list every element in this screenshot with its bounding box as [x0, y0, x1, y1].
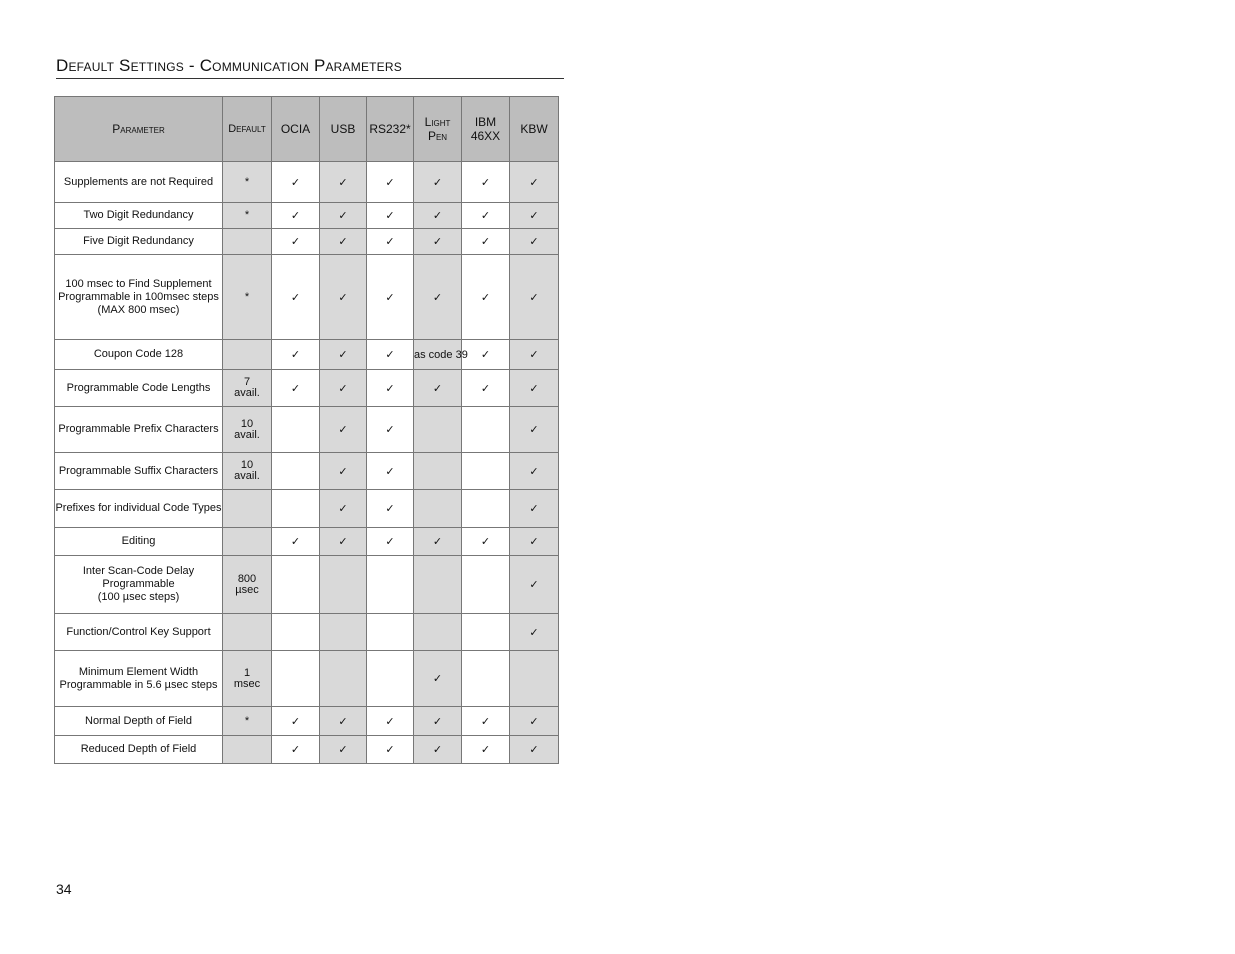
table-row: [55, 370, 559, 407]
table-header-row: [55, 97, 559, 162]
ocia-cell: ✓: [272, 370, 320, 407]
ibm-cell: [462, 407, 510, 453]
kbw-cell: ✓: [510, 255, 559, 340]
kbw-cell: ✓: [510, 556, 559, 614]
col-header-ocia: OCIA: [272, 97, 320, 162]
default-cell: [223, 528, 272, 556]
usb-cell: ✓: [320, 707, 367, 736]
table-row: [55, 736, 559, 764]
light-pen-cell: as code 39: [414, 340, 462, 370]
table-row: [55, 203, 559, 229]
parameter-cell: Prefixes for individual Code Types: [55, 490, 223, 528]
parameter-cell: 100 msec to Find Supplement Programmable in 100msec steps (MAX 800 msec): [55, 255, 223, 340]
kbw-cell: ✓: [510, 736, 559, 764]
usb-cell: ✓: [320, 340, 367, 370]
ocia-cell: [272, 453, 320, 490]
ocia-cell: ✓: [272, 162, 320, 203]
parameter-cell: Programmable Code Lengths: [55, 370, 223, 407]
default-cell: [223, 736, 272, 764]
usb-cell: [320, 556, 367, 614]
page-number: 34: [56, 881, 72, 897]
parameters-table: [54, 96, 559, 764]
rs232-cell: ✓: [367, 255, 414, 340]
light-pen-cell: [414, 453, 462, 490]
ibm-cell: ✓: [462, 340, 510, 370]
usb-cell: ✓: [320, 490, 367, 528]
col-header-kbw: KBW: [510, 97, 559, 162]
usb-cell: ✓: [320, 528, 367, 556]
default-cell: 1 msec: [223, 651, 272, 707]
ibm-cell: [462, 556, 510, 614]
ibm-cell: [462, 614, 510, 651]
rs232-cell: ✓: [367, 528, 414, 556]
usb-cell: ✓: [320, 255, 367, 340]
light-pen-cell: ✓: [414, 229, 462, 255]
parameter-cell: Programmable Suffix Characters: [55, 453, 223, 490]
kbw-cell: ✓: [510, 370, 559, 407]
usb-cell: ✓: [320, 407, 367, 453]
kbw-cell: ✓: [510, 340, 559, 370]
ocia-cell: [272, 556, 320, 614]
ibm-cell: ✓: [462, 203, 510, 229]
kbw-cell: ✓: [510, 707, 559, 736]
table-row: [55, 490, 559, 528]
rs232-cell: [367, 556, 414, 614]
parameter-cell: Reduced Depth of Field: [55, 736, 223, 764]
ocia-cell: ✓: [272, 340, 320, 370]
rs232-cell: ✓: [367, 407, 414, 453]
col-header-ibm-46xx: IBM 46XX: [462, 97, 510, 162]
light-pen-cell: ✓: [414, 736, 462, 764]
table-row: [55, 651, 559, 707]
usb-cell: ✓: [320, 453, 367, 490]
parameter-cell: Function/Control Key Support: [55, 614, 223, 651]
kbw-cell: ✓: [510, 229, 559, 255]
ibm-cell: ✓: [462, 370, 510, 407]
rs232-cell: ✓: [367, 490, 414, 528]
table-row: [55, 162, 559, 203]
kbw-cell: ✓: [510, 528, 559, 556]
rs232-cell: ✓: [367, 340, 414, 370]
table-row: [55, 453, 559, 490]
ocia-cell: ✓: [272, 736, 320, 764]
usb-cell: [320, 651, 367, 707]
light-pen-cell: [414, 407, 462, 453]
light-pen-cell: ✓: [414, 528, 462, 556]
rs232-cell: ✓: [367, 162, 414, 203]
rs232-cell: ✓: [367, 736, 414, 764]
default-cell: 800 µsec: [223, 556, 272, 614]
kbw-cell: ✓: [510, 490, 559, 528]
usb-cell: ✓: [320, 162, 367, 203]
default-cell: *: [223, 203, 272, 229]
ibm-cell: ✓: [462, 528, 510, 556]
ibm-cell: ✓: [462, 255, 510, 340]
usb-cell: ✓: [320, 736, 367, 764]
ibm-cell: ✓: [462, 707, 510, 736]
rs232-cell: ✓: [367, 229, 414, 255]
default-cell: 10 avail.: [223, 453, 272, 490]
ocia-cell: ✓: [272, 255, 320, 340]
parameter-cell: Minimum Element Width Programmable in 5.6 µsec steps: [55, 651, 223, 707]
ibm-cell: ✓: [462, 736, 510, 764]
default-cell: [223, 614, 272, 651]
parameter-cell: Supplements are not Required: [55, 162, 223, 203]
light-pen-cell: [414, 490, 462, 528]
parameter-cell: Programmable Prefix Characters: [55, 407, 223, 453]
default-cell: [223, 340, 272, 370]
table-row: [55, 340, 559, 370]
page-title: Default Settings - Communication Parameters: [56, 54, 564, 79]
parameter-cell: Inter Scan-Code Delay Programmable (100 µsec steps): [55, 556, 223, 614]
ibm-cell: [462, 490, 510, 528]
col-header-default: Default: [223, 97, 272, 162]
ocia-cell: ✓: [272, 229, 320, 255]
parameter-cell: Five Digit Redundancy: [55, 229, 223, 255]
table-row: [55, 556, 559, 614]
table-row: [55, 614, 559, 651]
light-pen-cell: ✓: [414, 162, 462, 203]
usb-cell: ✓: [320, 203, 367, 229]
kbw-cell: [510, 651, 559, 707]
default-cell: 10 avail.: [223, 407, 272, 453]
rs232-cell: ✓: [367, 370, 414, 407]
parameter-cell: Two Digit Redundancy: [55, 203, 223, 229]
ocia-cell: [272, 651, 320, 707]
light-pen-cell: ✓: [414, 651, 462, 707]
ibm-cell: ✓: [462, 162, 510, 203]
rs232-cell: [367, 651, 414, 707]
rs232-cell: ✓: [367, 203, 414, 229]
col-header-parameter: Parameter: [55, 97, 223, 162]
light-pen-cell: [414, 556, 462, 614]
table-row: [55, 707, 559, 736]
usb-cell: ✓: [320, 370, 367, 407]
default-cell: *: [223, 255, 272, 340]
ibm-cell: ✓: [462, 229, 510, 255]
light-pen-cell: [414, 614, 462, 651]
default-cell: [223, 490, 272, 528]
default-cell: [223, 229, 272, 255]
kbw-cell: ✓: [510, 407, 559, 453]
col-header-usb: USB: [320, 97, 367, 162]
col-header-rs232: RS232*: [367, 97, 414, 162]
kbw-cell: ✓: [510, 203, 559, 229]
table-row: [55, 255, 559, 340]
default-cell: *: [223, 707, 272, 736]
col-header-light-pen: Light Pen: [414, 97, 462, 162]
rs232-cell: ✓: [367, 707, 414, 736]
rs232-cell: [367, 614, 414, 651]
default-cell: *: [223, 162, 272, 203]
light-pen-cell: ✓: [414, 370, 462, 407]
ibm-cell: [462, 453, 510, 490]
ibm-cell: [462, 651, 510, 707]
usb-cell: [320, 614, 367, 651]
ocia-cell: [272, 407, 320, 453]
light-pen-cell: ✓: [414, 203, 462, 229]
table-row: [55, 229, 559, 255]
light-pen-cell: ✓: [414, 255, 462, 340]
ocia-cell: ✓: [272, 203, 320, 229]
rs232-cell: ✓: [367, 453, 414, 490]
ocia-cell: [272, 614, 320, 651]
parameter-cell: Editing: [55, 528, 223, 556]
kbw-cell: ✓: [510, 453, 559, 490]
parameter-cell: Normal Depth of Field: [55, 707, 223, 736]
table-row: [55, 528, 559, 556]
usb-cell: ✓: [320, 229, 367, 255]
light-pen-cell: ✓: [414, 707, 462, 736]
ocia-cell: [272, 490, 320, 528]
ocia-cell: ✓: [272, 528, 320, 556]
kbw-cell: ✓: [510, 614, 559, 651]
default-cell: 7 avail.: [223, 370, 272, 407]
ocia-cell: ✓: [272, 707, 320, 736]
parameter-cell: Coupon Code 128: [55, 340, 223, 370]
table-row: [55, 407, 559, 453]
kbw-cell: ✓: [510, 162, 559, 203]
